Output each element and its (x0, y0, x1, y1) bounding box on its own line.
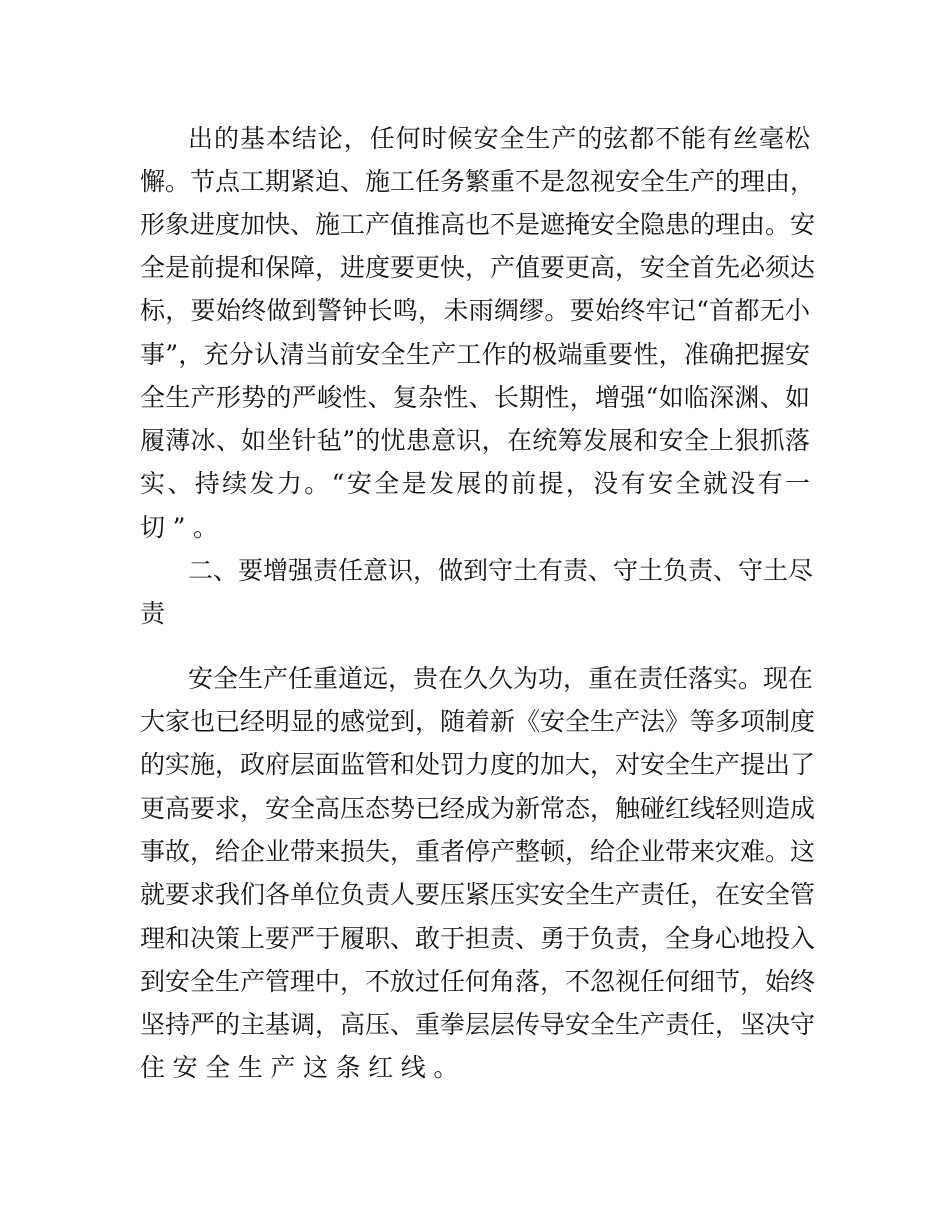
heading-line: 二、要增强责任意识，做到守土有责、守土负责、守土尽 (188, 556, 814, 585)
text-line: 全生产形势的严峻性、复杂性、长期性，增强“如临深渊、如 (140, 383, 810, 412)
text-line: 懈。节点工期紧迫、施工任务繁重不是忽视安全生产的理由， (140, 167, 816, 196)
text-line: 全是前提和保障，进度要更快，产值要更高，安全首先必须达 (140, 253, 816, 282)
text-line: 理和决策上要严于履职、敢于担责、勇于负责，全身心地投入 (140, 924, 816, 953)
text-line: 的实施，政府层面监管和处罚力度的加大，对安全生产提出了 (140, 750, 816, 779)
text-line: 形象进度加快、施工产值推高也不是遮掩安全隐患的理由。安 (140, 210, 816, 239)
text-line: 坚持严的主基调，高压、重拳层层传导安全生产责任，坚决守 (140, 1010, 816, 1039)
text-line: 安全生产任重道远，贵在久久为功，重在责任落实。现在 (188, 664, 814, 693)
text-line: 出的基本结论，任何时候安全生产的弦都不能有丝毫松 (188, 124, 810, 153)
text-line: 事故，给企业带来损失，重者停产整顿，给企业带来灾难。这 (140, 837, 816, 866)
text-line: 就要求我们各单位负责人要压紧压实安全生产责任，在安全管 (140, 880, 816, 909)
text-line: 事”，充分认清当前安全生产工作的极端重要性，准确把握安 (140, 340, 810, 369)
text-line: 履薄冰、如坐针毡”的忧患意识，在统筹发展和安全上狠抓落 (140, 426, 810, 455)
text-line: 住安全生产这条红线。 (140, 1053, 467, 1082)
text-line: 大家也已经明显的感觉到，随着新《安全生产法》等多项制度 (140, 707, 816, 736)
text-line: 实、持续发力。“安全是发展的前提，没有安全就没有一 (140, 469, 810, 498)
heading-line: 责 (140, 599, 173, 628)
text-line: 更高要求，安全高压态势已经成为新常态，触碰红线轻则造成 (140, 794, 816, 823)
text-line: 切”。 (140, 513, 226, 542)
text-line: 到安全生产管理中，不放过任何角落，不忽视任何细节，始终 (140, 967, 816, 996)
text-line: 标，要始终做到警钟长鸣，未雨绸缪。要始终牢记“首都无小 (140, 296, 810, 325)
